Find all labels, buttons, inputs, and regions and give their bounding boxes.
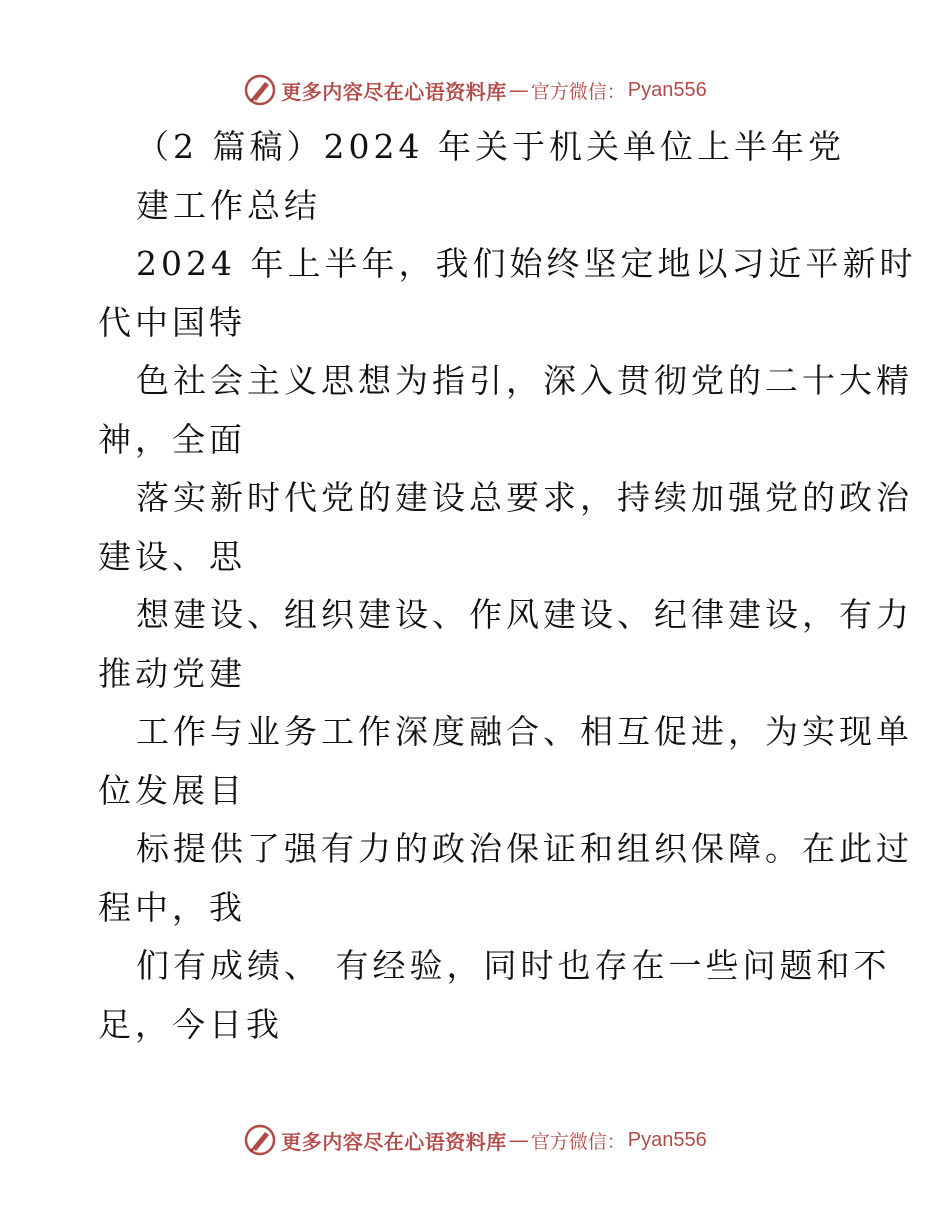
doc-line: （2 篇稿）2024 年关于机关单位上半年党	[136, 127, 845, 166]
doc-line: 们有成绩、 有经验，同时也存在一些问题和不	[136, 946, 891, 985]
watermark-main-text: 更多内容尽在心语资料库	[281, 79, 507, 104]
header-watermark	[0, 70, 950, 110]
footer-watermark	[0, 1120, 950, 1160]
watermark-separator: —	[508, 1128, 529, 1152]
doc-line: 想建设、组织建设、作风建设、纪律建设，有力	[136, 595, 913, 634]
doc-line: 2024 年上半年，我们始终坚定地以习近平新时	[136, 244, 917, 283]
pen-logo-icon	[243, 73, 277, 107]
doc-line: 标提供了强有力的政治保证和组织保障。在此过	[136, 829, 913, 868]
watermark-main-text: 更多内容尽在心语资料库	[281, 1129, 507, 1154]
watermark-wechat-id: Pyan556	[627, 78, 707, 101]
doc-line: 色社会主义思想为指引，深入贯彻党的二十大精	[136, 361, 913, 400]
document-body	[98, 118, 917, 1054]
watermark-separator: —	[508, 78, 529, 102]
doc-line: 足，今日我	[98, 1004, 283, 1044]
watermark-sub-text: 官方微信：	[530, 80, 626, 103]
doc-line: 推动党建	[98, 653, 246, 693]
doc-line: 代中国特	[98, 302, 246, 342]
doc-line: 落实新时代党的建设总要求，持续加强党的政治	[136, 478, 913, 517]
doc-line: 程中，我	[98, 887, 246, 927]
doc-line: 建工作总结	[136, 185, 321, 225]
doc-line: 位发展目	[98, 770, 246, 810]
pen-logo-icon	[243, 1123, 277, 1157]
doc-line: 建设、思	[98, 536, 246, 576]
watermark-wechat-id: Pyan556	[627, 1128, 707, 1151]
watermark-sub-text: 官方微信：	[530, 1130, 626, 1153]
doc-line: 神，全面	[98, 419, 246, 459]
doc-line: 工作与业务工作深度融合、相互促进，为实现单	[136, 712, 913, 751]
